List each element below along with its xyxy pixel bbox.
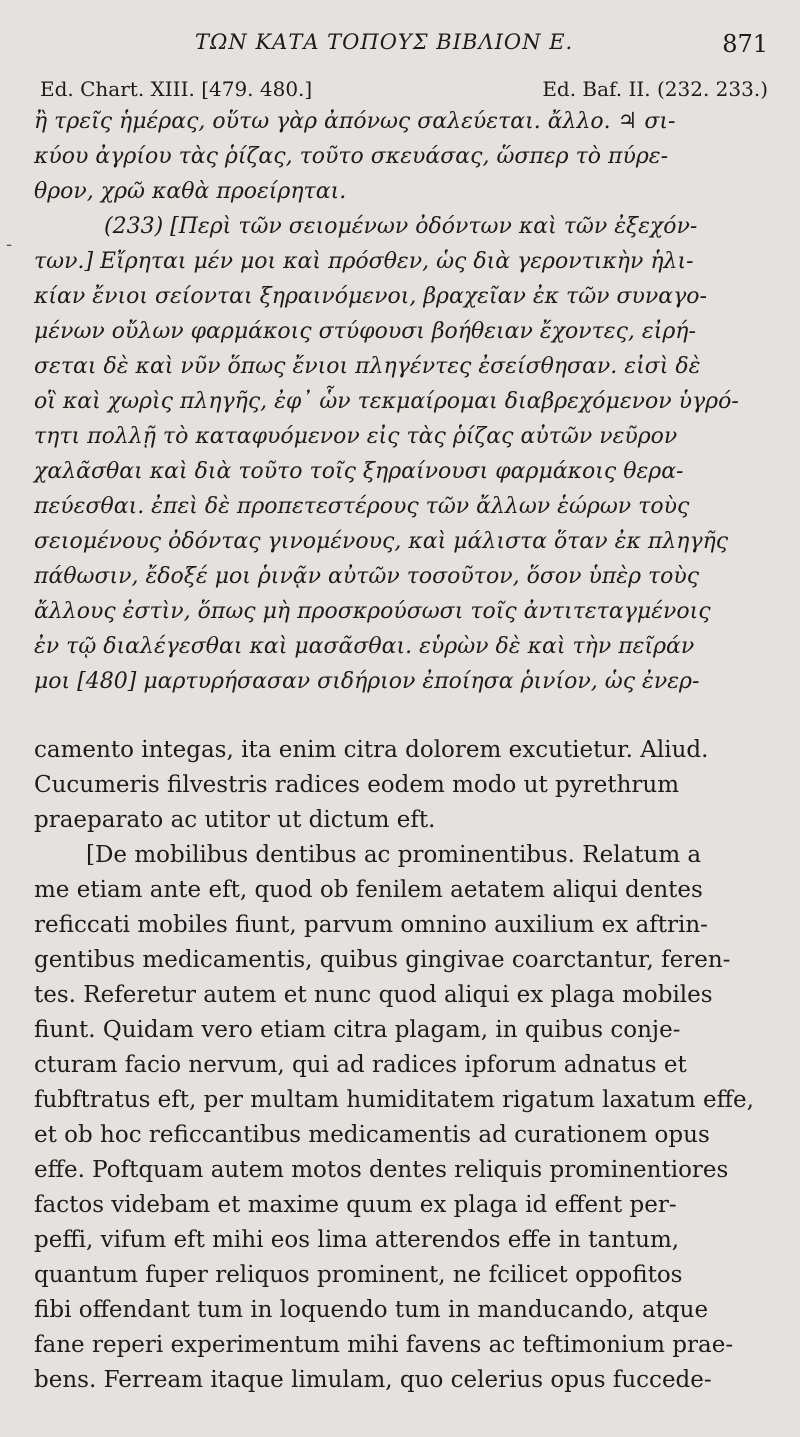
greek-line: σεται δὲ καὶ νῦν ὅπως ἔνιοι πληγέντες ἐσείσθησαν. εἰσὶ δὲ bbox=[34, 354, 701, 379]
latin-line: quantum fuper reliquos prominent, ne fcilicet oppofitos bbox=[34, 1262, 683, 1288]
greek-line: μένων οὔλων φαρμάκοις στύφουσι βοήθειαν ἔχοντες, εἰρή- bbox=[34, 319, 696, 344]
latin-line: reficcati mobiles fiunt, parvum omnino auxilium ex aftrin- bbox=[34, 912, 708, 938]
latin-line: me etiam ante eft, quod ob fenilem aetatem aliqui dentes bbox=[34, 877, 703, 903]
page-number: 871 bbox=[722, 30, 768, 58]
latin-line: bens. Ferream itaque limulam, quo celerius opus fuccede- bbox=[34, 1367, 712, 1393]
greek-line: χαλᾶσθαι καὶ διὰ τοῦτο τοῖς ξηραίνουσι φαρμάκοις θερα- bbox=[34, 459, 684, 484]
latin-text-block bbox=[34, 733, 766, 1398]
latin-line: gentibus medicamentis, quibus gingivae coarctantur, feren- bbox=[34, 947, 731, 973]
latin-line: fibi offendant tum in loquendo tum in manducando, atque bbox=[34, 1297, 709, 1323]
greek-line: θρον, χρῶ καθὰ προείρηται. bbox=[34, 179, 347, 204]
basel-edition-ref: Ed. Baf. II. (232. 233.) bbox=[542, 77, 768, 101]
latin-line: peffi, vifum eft mihi eos lima atterendos effe in tantum, bbox=[34, 1227, 680, 1253]
latin-line: factos videbam et maxime quum ex plaga id effent per- bbox=[34, 1192, 677, 1218]
latin-line: cturam facio nervum, qui ad radices ipforum adnatus et bbox=[34, 1052, 687, 1078]
running-title: ΤΩΝ ΚΑΤΑ ΤΟΠΟΥΣ ΒΙΒΛΙΟΝ Ε. bbox=[195, 30, 574, 54]
latin-line: tes. Referetur autem et nunc quod aliqui ex plaga mobiles bbox=[34, 982, 713, 1008]
greek-line: πεύεσθαι. ἐπεὶ δὲ προπετεστέρους τῶν ἄλλων ἑώρων τοὺς bbox=[34, 494, 690, 519]
greek-line: ἢ τρεῖς ἡμέρας, οὕτω γὰρ ἀπόνως σαλεύεται. ἄλλο. ♃ σι- bbox=[34, 109, 676, 134]
greek-line: μοι [480] μαρτυρήσασαν σιδήριον ἐποίησα ῥινίον, ὡς ἐνερ- bbox=[34, 669, 700, 694]
greek-line: οἳ καὶ χωρὶς πληγῆς, ἐφ᾽ ὧν τεκμαίρομαι διαβρεχόμενον ὑγρό- bbox=[34, 389, 739, 414]
latin-line: [De mobilibus dentibus ac prominentibus. Relatum a bbox=[86, 842, 702, 868]
latin-line: praeparato ac utitor ut dictum eft. bbox=[34, 807, 436, 833]
greek-line: τητι πολλῇ τὸ καταφυόμενον εἰς τὰς ῥίζας αὐτῶν νεῦρον bbox=[34, 424, 678, 449]
edition-references bbox=[40, 77, 768, 101]
greek-text-block bbox=[34, 104, 766, 699]
latin-line: fane reperi experimentum mihi favens ac teftimonium prae- bbox=[34, 1332, 734, 1358]
latin-line: camento integas, ita enim citra dolorem excutietur. Aliud. bbox=[34, 737, 709, 763]
greek-line: κίαν ἔνιοι σείονται ξηραινόμενοι, βραχεῖαν ἐκ τῶν συναγο- bbox=[34, 284, 707, 309]
latin-line: effe. Poftquam autem motos dentes reliquis prominentiores bbox=[34, 1157, 729, 1183]
greek-line: κύου ἀγρίου τὰς ῥίζας, τοῦτο σκευάσας, ὥσπερ τὸ πύρε- bbox=[34, 144, 669, 169]
greek-line: των.] Εἴρηται μέν μοι καὶ πρόσθεν, ὡς διὰ γεροντικὴν ἡλι- bbox=[34, 249, 694, 274]
latin-line: Cucumeris filvestris radices eodem modo ut pyrethrum bbox=[34, 772, 680, 798]
greek-line: σειομένους ὀδόντας γινομένους, καὶ μάλιστα ὅταν ἐκ πληγῆς bbox=[34, 529, 729, 554]
greek-line: πάθωσιν, ἔδοξέ μοι ῥινᾷν αὐτῶν τοσοῦτον, ὅσον ὑπὲρ τοὺς bbox=[34, 564, 700, 589]
latin-line: fiunt. Quidam vero etiam citra plagam, in quibus conje- bbox=[34, 1017, 681, 1043]
margin-mark: - bbox=[6, 234, 13, 255]
greek-line: ἄλλους ἐστὶν, ὅπως μὴ προσκρούσωσι τοῖς ἀντιτεταγμένοις bbox=[34, 599, 711, 624]
chartier-edition-ref: Ed. Chart. XIII. [479. 480.] bbox=[40, 77, 313, 101]
latin-line: et ob hoc reficcantibus medicamentis ad curationem opus bbox=[34, 1122, 710, 1148]
greek-line: ἐν τῷ διαλέγεσθαι καὶ μασᾶσθαι. εὑρὼν δὲ καὶ τὴν πεῖράν bbox=[34, 634, 695, 659]
greek-line: (233) [Περὶ τῶν σειομένων ὀδόντων καὶ τῶν ἐξεχόν- bbox=[104, 214, 698, 239]
latin-line: fubftratus eft, per multam humiditatem rigatum laxatum effe, bbox=[34, 1087, 754, 1113]
